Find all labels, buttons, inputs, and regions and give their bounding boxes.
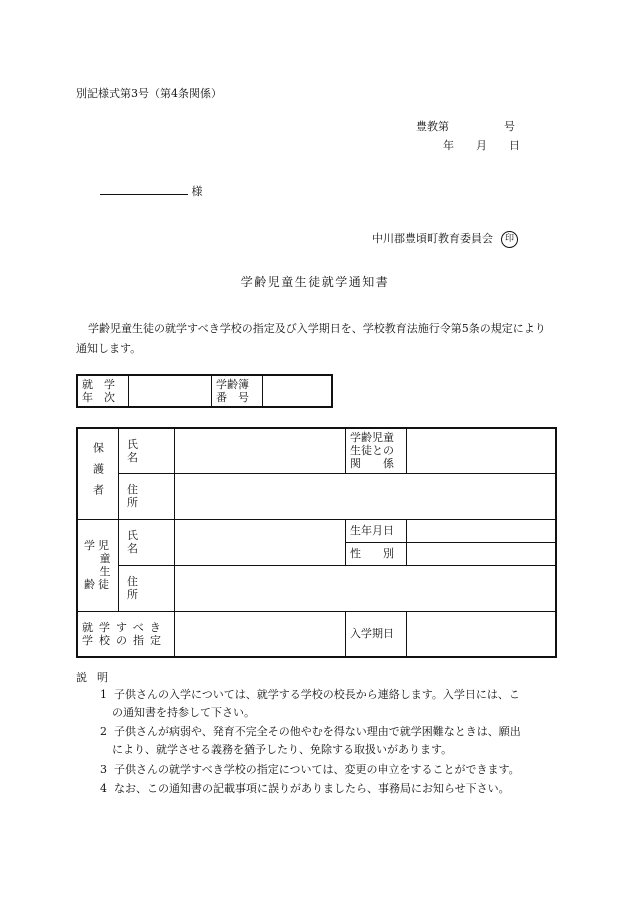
grade-label: 年 次 xyxy=(82,391,115,404)
student-label: 齢徒 xyxy=(84,578,112,591)
relation-label: 関 係 xyxy=(350,457,394,471)
guardian-label: 保護者 xyxy=(91,442,105,506)
guardian-label-cell xyxy=(77,428,119,519)
guardian-address-label: 住 所 xyxy=(119,473,175,519)
birthdate-label: 生年月日 xyxy=(346,519,407,542)
seal-icon: 印 xyxy=(501,231,518,248)
register-label: 番 号 xyxy=(216,391,249,404)
note-number: 3 xyxy=(100,763,107,776)
school-label: 学校の指定 xyxy=(82,633,167,647)
note-item xyxy=(100,686,556,722)
document-date: 年 月 日 xyxy=(443,139,520,152)
guardian-address-value[interactable] xyxy=(175,473,557,519)
student-name-label: 氏 名 xyxy=(119,519,175,565)
document-title: 学齢児童生徒就学通知書 xyxy=(240,275,390,289)
grade-label-cell xyxy=(77,375,129,407)
note-number: 1 xyxy=(100,688,107,701)
gender-value[interactable] xyxy=(407,542,557,565)
note-continuation: の通知書を持参して下さい。 xyxy=(112,706,255,719)
entry-date-label: 入学期日 xyxy=(346,611,407,657)
addressee xyxy=(100,183,203,199)
note-number: 4 xyxy=(100,782,107,795)
document-number: 豊教第 号 xyxy=(416,120,515,133)
note-item xyxy=(100,761,556,779)
school-value[interactable] xyxy=(175,611,346,657)
note-text: 子供さんの就学すべき学校の指定については、変更の申立をすることができます。 xyxy=(114,763,520,776)
note-text: 子供さんが病弱や、発育不完全その他やむを得ない理由で就学困難なときは、願出 xyxy=(114,725,521,738)
issuer-name: 中川郡豊頃町教育委員会 xyxy=(372,232,493,245)
register-label-cell xyxy=(212,375,263,407)
register-value-cell[interactable] xyxy=(263,375,333,407)
notes-heading: 説明 xyxy=(76,671,118,684)
note-item xyxy=(100,723,556,759)
school-label-cell xyxy=(77,611,175,657)
issuer xyxy=(372,230,518,248)
main-table xyxy=(76,427,557,658)
relation-label-cell xyxy=(346,428,407,473)
school-label: 就学すべき xyxy=(82,620,167,634)
student-label: 生 xyxy=(99,565,111,578)
note-text: なお、この通知書の記載事項に誤りがありましたら、事務局にお知らせ下さい。 xyxy=(114,782,510,795)
guardian-name-value[interactable] xyxy=(175,428,346,473)
addressee-blank-line[interactable] xyxy=(100,184,188,195)
student-name-value[interactable] xyxy=(175,519,346,565)
guardian-name-label: 氏 名 xyxy=(119,428,175,473)
relation-label: 生徒との xyxy=(350,444,394,458)
birthdate-value[interactable] xyxy=(407,519,557,542)
grade-value-cell[interactable] xyxy=(129,375,212,407)
student-label: 学児 xyxy=(84,539,112,552)
note-continuation: により、就学させる義務を猶予したり、免除する取扱いがあります。 xyxy=(112,743,453,756)
student-label: 童 xyxy=(99,552,111,565)
form-label: 別記様式第3号（第4条関係） xyxy=(76,87,222,100)
grade-table xyxy=(76,374,333,408)
gender-label: 性 別 xyxy=(346,542,407,565)
student-address-label: 住 所 xyxy=(119,565,175,611)
addressee-suffix: 様 xyxy=(191,185,203,198)
entry-date-value[interactable] xyxy=(407,611,557,657)
note-number: 2 xyxy=(100,725,107,738)
student-address-value[interactable] xyxy=(175,565,557,611)
student-label-cell xyxy=(77,519,119,611)
note-text: 子供さんの入学については、就学する学校の校長から連絡します。入学日には、こ xyxy=(114,688,520,701)
relation-value[interactable] xyxy=(407,428,557,473)
body-text: 学齢児童生徒の就学すべき学校の指定及び入学期日を、学校教育法施行令第5条の規定により通知します。 xyxy=(76,322,546,355)
note-item xyxy=(100,780,556,798)
register-label: 学齢簿 xyxy=(216,378,249,391)
grade-label: 就 学 xyxy=(82,378,115,391)
relation-label: 学齢児童 xyxy=(350,431,394,445)
